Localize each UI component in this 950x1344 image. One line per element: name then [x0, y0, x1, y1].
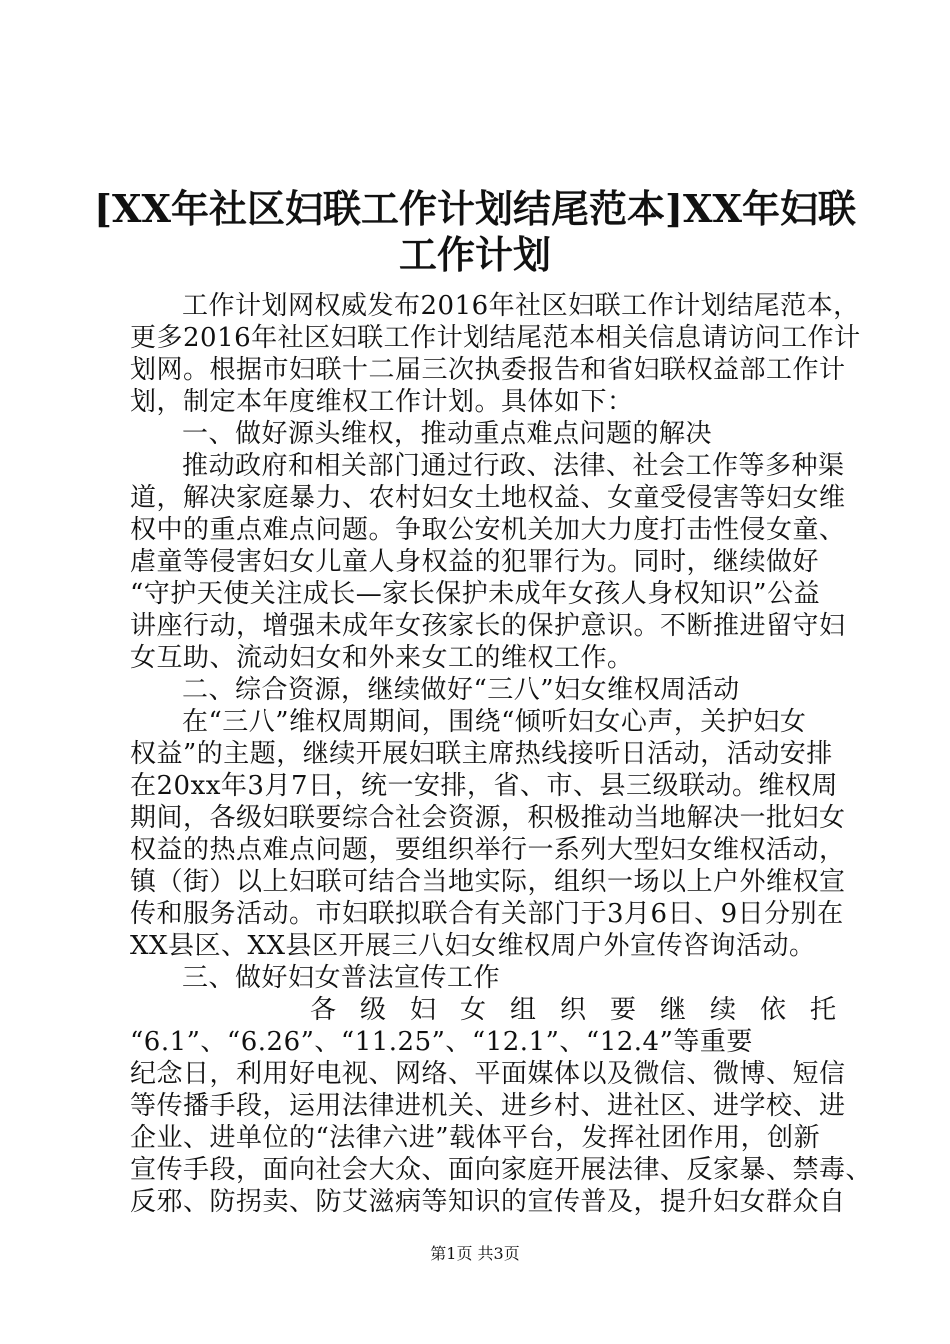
- paragraph-line: 讲座行动，增强未成年女孩家长的保护意识。不断推进留守妇: [130, 611, 846, 641]
- paragraph-line: 推动政府和相关部门通过行政、法律、社会工作等多种渠: [182, 451, 845, 481]
- paragraph-line: 企业、进单位的“法律六进”载体平台，发挥社团作用，创新: [130, 1123, 821, 1153]
- paragraph-line: 女互助、流动妇女和外来女工的维权工作。: [130, 643, 634, 673]
- paragraph-line: 等传播手段，运用法律进机关、进乡村、进社区、进学校、进: [130, 1091, 846, 1121]
- paragraph-line: 权益”的主题，继续开展妇联主席热线接听日活动，活动安排: [130, 739, 833, 769]
- paragraph-line: 虐童等侵害妇女儿童人身权益的犯罪行为。同时，继续做好: [130, 547, 820, 577]
- paragraph-line: 工作计划网权威发布2016年社区妇联工作计划结尾范本，: [182, 291, 860, 321]
- section-heading: 二、综合资源，继续做好“三八”妇女维权周活动: [182, 675, 740, 705]
- paragraph-line: “6.1”、“6.26”、“11.25”、“12.1”、“12.4”等重要: [130, 1027, 753, 1057]
- paragraph-line: XX县区、XX县区开展三八妇女维权周户外宣传咨询活动。: [130, 931, 816, 961]
- paragraph-line: 道，解决家庭暴力、农村妇女土地权益、女童受侵害等妇女维: [130, 483, 846, 513]
- paragraph-line: 划网。根据市妇联十二届三次执委报告和省妇联权益部工作计: [130, 355, 846, 385]
- paragraph-line: 在“三八”维权周期间，围绕“倾听妇女心声，关护妇女: [182, 707, 807, 737]
- paragraph-line: 各级妇女组织要继续依托: [310, 995, 861, 1025]
- document-title-line-1: [XX年社区妇联工作计划结尾范本]XX年妇联: [94, 186, 856, 231]
- paragraph-line: 传和服务活动。市妇联拟联合有关部门于3月6日、9日分别在: [130, 899, 844, 929]
- paragraph-line: 更多2016年社区妇联工作计划结尾范本相关信息请访问工作计: [130, 323, 861, 353]
- paragraph-line: 纪念日，利用好电视、网络、平面媒体以及微信、微博、短信: [130, 1059, 846, 1089]
- paragraph-line: 期间，各级妇联要综合社会资源，积极推动当地解决一批妇女: [130, 803, 846, 833]
- paragraph-line: 在20xx年3月7日，统一安排，省、市、县三级联动。维权周: [130, 771, 838, 801]
- paragraph-line: 划，制定本年度维权工作计划。具体如下：: [130, 387, 634, 417]
- page-footer: 第1页 共3页: [430, 1244, 520, 1263]
- paragraph-line: “守护天使关注成长—家长保护未成年女孩人身权知识”公益: [130, 579, 821, 609]
- document-body: [130, 290, 873, 1218]
- paragraph-line: 权中的重点难点问题。争取公安机关加大力度打击性侵女童、: [130, 515, 846, 545]
- section-heading: 三、做好妇女普法宣传工作: [182, 963, 501, 993]
- section-heading: 一、做好源头维权，推动重点难点问题的解决: [182, 419, 713, 449]
- document-title-line-2: 工作计划: [398, 232, 551, 277]
- paragraph-line: 镇（街）以上妇联可结合当地实际，组织一场以上户外维权宣: [130, 867, 846, 897]
- paragraph-line: 宣传手段，面向社会大众、面向家庭开展法律、反家暴、禁毒、: [130, 1155, 873, 1185]
- paragraph-line: 反邪、防拐卖、防艾滋病等知识的宣传普及，提升妇女群众自: [130, 1187, 846, 1217]
- paragraph-line: 权益的热点难点问题，要组织举行一系列大型妇女维权活动，: [130, 835, 846, 865]
